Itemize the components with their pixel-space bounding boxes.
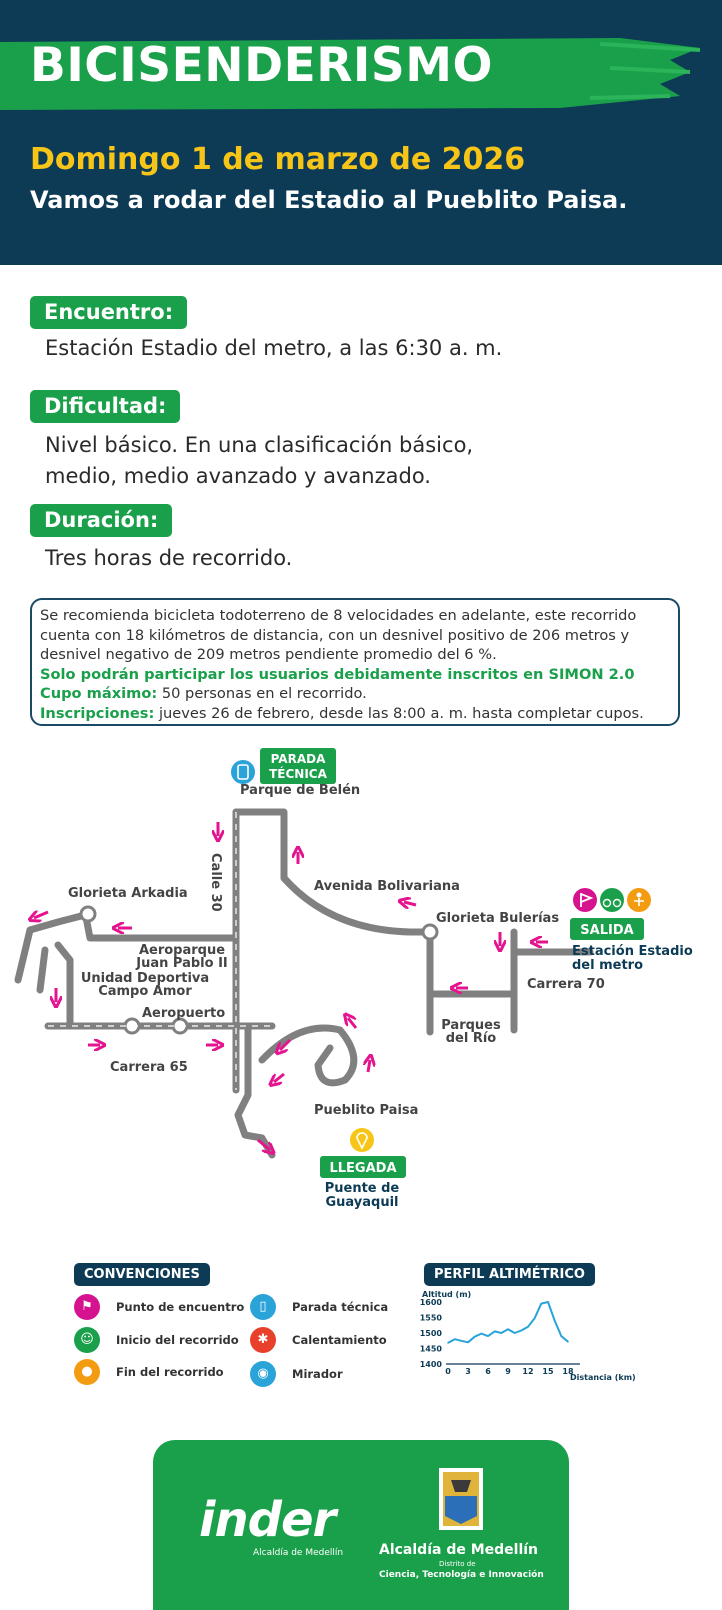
start-icons: [573, 888, 651, 912]
profile-y-tick: 1600: [419, 1298, 442, 1307]
footer-logos: [153, 1440, 569, 1610]
capacity-label: Cupo máximo:: [40, 685, 158, 702]
parada-tecnica-label-2: TÉCNICA: [269, 767, 327, 781]
profile-x-tick: 0: [445, 1367, 451, 1376]
estacion-label-2: del metro: [572, 958, 644, 973]
page-title: BICISENDERISMO: [30, 38, 493, 93]
elevation-point: [547, 1301, 549, 1303]
pin-icon: ●: [74, 1359, 100, 1385]
difficulty-label: Dificultad:: [30, 390, 180, 423]
elevation-point: [514, 1332, 516, 1334]
legend-title: CONVENCIONES: [74, 1263, 210, 1286]
elevation-point: [501, 1332, 503, 1334]
profile-x-tick: 15: [542, 1367, 554, 1376]
profile-x-tick: 18: [562, 1367, 574, 1376]
elevation-point: [474, 1336, 476, 1338]
parada-tecnica-label-1: PARADA: [270, 752, 326, 766]
profile-x-tick: 3: [465, 1367, 471, 1376]
elevation-point: [494, 1331, 496, 1333]
elevation-profile-chart: [418, 1288, 658, 1388]
profile-y-tick: 1400: [419, 1360, 442, 1369]
parques-rio-label-2: del Río: [445, 1031, 497, 1046]
ciencia-label: Ciencia, Tecnología e Innovación: [379, 1570, 544, 1580]
registration-text: jueves 26 de febrero, desde las 8:00 a. m. hasta completar cupos.: [158, 704, 644, 722]
duration-label: Duración:: [30, 504, 172, 537]
elevation-point: [567, 1341, 569, 1343]
glorieta-bulerias-label: Glorieta Bulerías: [436, 911, 560, 926]
registration-line: [40, 704, 670, 724]
route-map: [0, 752, 722, 1220]
puente-label-1: Puente de: [324, 1181, 400, 1196]
elevation-point: [507, 1328, 509, 1330]
cyclist-icon: [600, 888, 624, 912]
parque-belen-label: Parque de Belén: [240, 783, 361, 798]
eye-icon: ◉: [250, 1361, 276, 1387]
meeting-label: Encuentro:: [30, 296, 187, 329]
inder-logo: inder: [199, 1492, 336, 1548]
event-subtitle: Vamos a rodar del Estadio al Pueblito Paisa.: [30, 186, 628, 214]
elevation-point: [534, 1317, 536, 1319]
llegada-label: LLEGADA: [329, 1161, 397, 1176]
glorieta-arkadia-label: Glorieta Arkadia: [68, 886, 188, 901]
elevation-point: [487, 1335, 489, 1337]
profile-y-tick: 1450: [419, 1344, 442, 1354]
legend-item-label: Fin del recorrido: [116, 1365, 224, 1379]
meeting-text: Estación Estadio del metro, a las 6:30 a. m.: [45, 336, 503, 360]
legend-item-label: Calentamiento: [292, 1333, 387, 1347]
profile-y-tick: 1500: [419, 1329, 442, 1338]
header-banner: [0, 0, 722, 265]
alcaldia-name: Alcaldía de Medellín: [379, 1542, 539, 1558]
difficulty-text-line1: Nivel básico. En una clasificación básico,: [45, 433, 474, 457]
pin-icon: [350, 1128, 374, 1152]
unidad-deportiva-label-2: Campo Amor: [98, 984, 192, 999]
carrera-65-label: Carrera 65: [110, 1060, 188, 1075]
elevation-point: [467, 1342, 469, 1344]
capacity-text: 50 personas en el recorrido.: [161, 685, 367, 702]
capacity-line: [40, 684, 670, 704]
profile-x-tick: 12: [522, 1367, 534, 1376]
legend-item-label: Inicio del recorrido: [116, 1333, 239, 1347]
difficulty-text-line2: medio, medio avanzado y avanzado.: [45, 464, 431, 488]
elevation-point: [527, 1326, 529, 1328]
salida-label: SALIDA: [580, 923, 634, 938]
unidad-deportiva-label-1: Unidad Deportiva: [80, 971, 210, 986]
inder-subtitle: Alcaldía de Medellín: [253, 1548, 344, 1558]
notice-line: cuenta con 18 kilómetros de distancia, con un desnivel positivo de 206 metros y: [40, 626, 630, 644]
cyclist-icon: ☺: [74, 1327, 100, 1353]
simon-requirement: Solo podrán participar los usuarios debidamente inscritos en SIMON 2.0: [40, 665, 635, 683]
elevation-point: [541, 1303, 543, 1305]
avenida-bolivariana-label: Avenida Bolivariana: [314, 879, 460, 894]
carrera-70-label: Carrera 70: [527, 977, 605, 992]
elevation-point: [554, 1320, 556, 1322]
profile-x-title: Distancia (km): [570, 1373, 636, 1382]
puente-label-2: Guayaquil: [325, 1195, 399, 1210]
pueblito-paisa-label: Pueblito Paisa: [314, 1103, 419, 1118]
notice-line: Se recomienda bicicleta todoterreno de 8 velocidades en adelante, este recorrido: [40, 607, 637, 624]
elevation-point: [561, 1335, 563, 1337]
stretch-icon: ✱: [250, 1327, 276, 1353]
roundabouts: [81, 907, 437, 1033]
notice-line: desnivel negativo de 209 metros pendiente promedio del 6 %.: [40, 646, 497, 663]
flag-icon: ⚑: [74, 1294, 100, 1320]
aeropuerto-label: Aeropuerto: [142, 1006, 226, 1021]
aeroparque-label-1: Aeroparque: [138, 943, 226, 958]
legend-item-label: Punto de encuentro: [116, 1300, 245, 1314]
elevation-point: [454, 1338, 456, 1340]
medellin-coat-of-arms: [437, 1466, 485, 1532]
elevation-line: [448, 1302, 568, 1343]
estacion-label-1: Estación Estadio: [572, 944, 693, 959]
profile-x-tick: 9: [505, 1367, 511, 1376]
bottle-icon: ▯: [250, 1294, 276, 1320]
legend-item-label: Parada técnica: [292, 1300, 389, 1314]
aeroparque-label-2: Juan Pablo II: [136, 956, 228, 971]
event-date: Domingo 1 de marzo de 2026: [30, 142, 526, 177]
profile-x-tick: 6: [485, 1367, 491, 1376]
elevation-point: [461, 1340, 463, 1342]
legend-item-label: Mirador: [292, 1367, 343, 1381]
profile-y-title: Altitud (m): [422, 1290, 472, 1299]
duration-text: Tres horas de recorrido.: [45, 546, 293, 570]
notice-box: [30, 598, 680, 726]
parada-tecnica-icon: [231, 760, 255, 784]
profile-y-tick: 1550: [419, 1313, 442, 1323]
registration-label: Inscripciones:: [40, 704, 155, 722]
calle-30-label: Calle 30: [208, 853, 223, 912]
elevation-point: [481, 1333, 483, 1335]
distrito-label: Distrito de: [439, 1560, 476, 1568]
elevation-point: [521, 1330, 523, 1332]
elevation-point: [447, 1342, 449, 1344]
profile-title: PERFIL ALTIMÉTRICO: [424, 1263, 595, 1286]
parques-rio-label-1: Parques: [441, 1018, 501, 1033]
